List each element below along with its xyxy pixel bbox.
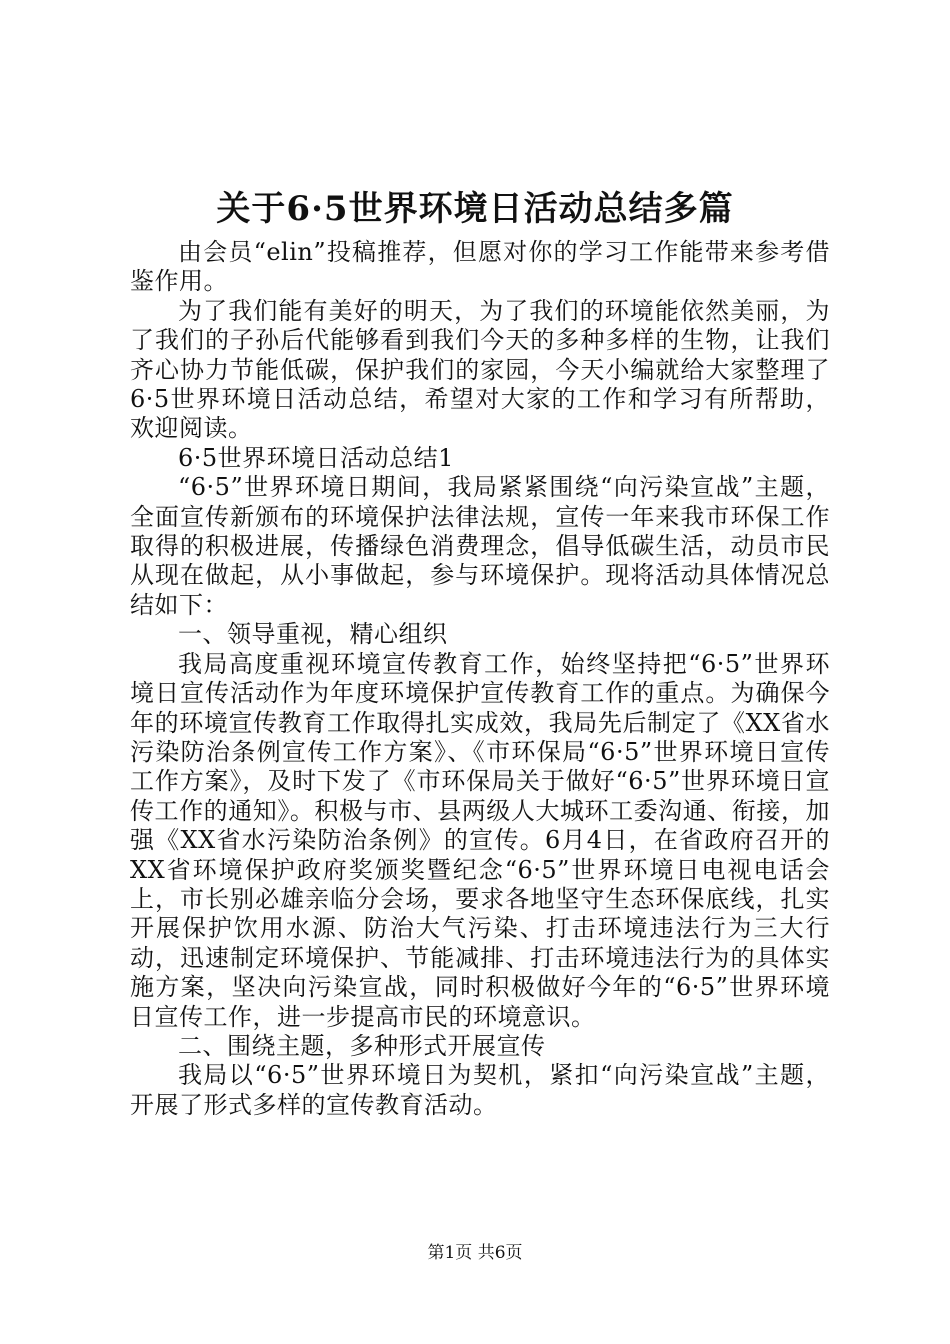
paragraph-preface: 为了我们能有美好的明天，为了我们的环境能依然美丽，为了我们的子孙后代能够看到我们今天的多种多样的生物，让我们齐心协力节能低碳，保护我们的家园，今天小编就给大家整理了6·5世界环境日活动总结，希望对大家的工作和学习有所帮助，欢迎阅读。 <box>130 296 830 443</box>
section-heading-leadership: 一、领导重视，精心组织 <box>178 620 448 649</box>
section-heading-summary-1: 6·5世界环境日活动总结1 <box>178 443 454 472</box>
document-body <box>130 238 830 1120</box>
paragraph-leadership: 我局高度重视环境宣传教育工作，始终坚持把“6·5”世界环境日宣传活动作为年度环境保护宣传教育工作的重点。为确保今年的环境宣传教育工作取得扎实成效，我局先后制定了《XX省水污染防治条例宣传工作方案》、《市环保局“6·5”世界环境日宣传工作方案》，及时下发了《市环保局关于做好“6·5”世界环境日宣传工作的通知》。积极与市、县两级人大城环工委沟通、衔接，加强《XX省水污染防治条例》的宣传。6月4日，在省政府召开的XX省环境保护政府奖颁奖暨纪念“6·5”世界环境日电视电话会上，市长别必雄亲临分会场，要求各地坚守生态环保底线，扎实开展保护饮用水源、防治大气污染、打击环境违法行为三大行动，迅速制定环境保护、节能减排、打击环境违法行为的具体实施方案，坚决向污染宣战，同时积极做好今年的“6·5”世界环境日宣传工作，进一步提高市民的环境意识。 <box>130 649 830 1031</box>
paragraph-overview: “6·5”世界环境日期间，我局紧紧围绕“向污染宣战”主题，全面宣传新颁布的环境保护法律法规，宣传一年来我市环保工作取得的积极进展，传播绿色消费理念，倡导低碳生活，动员市民从现在做起，从小事做起，参与环境保护。现将活动具体情况总结如下： <box>130 473 830 619</box>
paragraph-intro: 由会员“elin”投稿推荐，但愿对你的学习工作能带来参考借鉴作用。 <box>130 238 830 296</box>
section-heading-publicity: 二、围绕主题，多种形式开展宣传 <box>178 1031 546 1060</box>
document-title: 关于6·5世界环境日活动总结多篇 <box>216 189 734 229</box>
paragraph-publicity: 我局以“6·5”世界环境日为契机，紧扣“向污染宣战”主题，开展了形式多样的宣传教育活动。 <box>130 1061 830 1119</box>
page-number-footer: 第1页 共6页 <box>427 1243 523 1263</box>
